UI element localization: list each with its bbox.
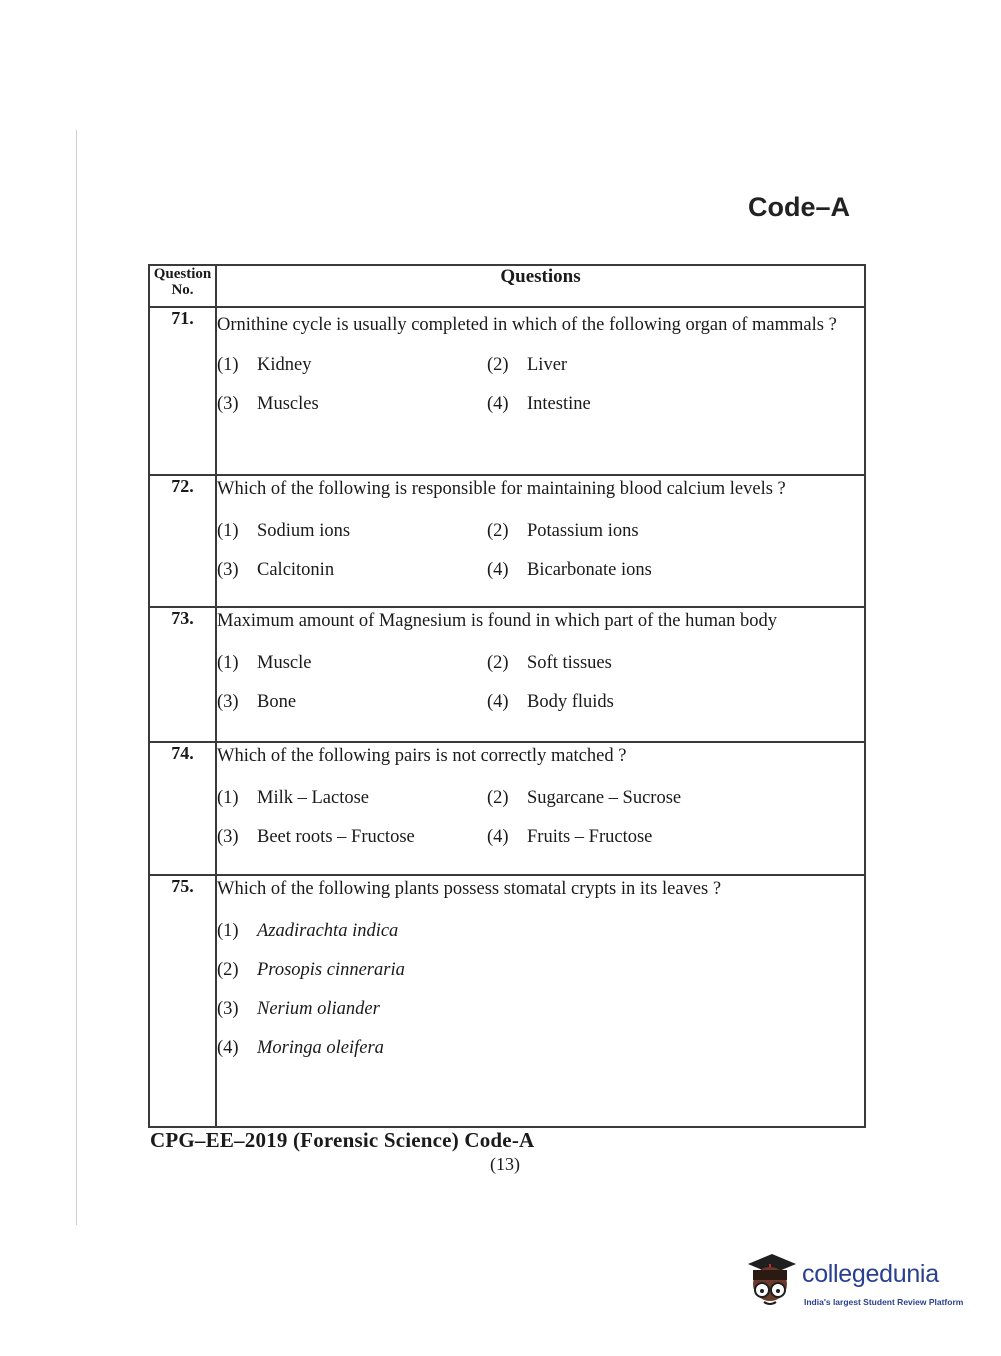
question-text: Ornithine cycle is usually completed in which of the following organ of mammals ?: [217, 315, 837, 335]
header-question-no: Question No.: [149, 265, 216, 307]
option: (2) Liver: [487, 355, 568, 375]
question-number: 71.: [149, 307, 216, 475]
questions-table: [148, 264, 866, 1128]
question-row-73: [149, 607, 865, 742]
logo-tagline: India's largest Student Review Platform: [804, 1297, 964, 1307]
option: (1) Kidney: [217, 355, 312, 375]
option: (3) Bone: [217, 692, 297, 712]
question-number: 74.: [149, 742, 216, 875]
scan-margin-line: [76, 130, 77, 1225]
header-questions: Questions: [216, 265, 865, 307]
option: (1) Sodium ions: [217, 521, 351, 541]
option: (3) Muscles: [217, 394, 319, 414]
option: (2) Prosopis cinneraria: [217, 960, 405, 980]
question-text: Which of the following pairs is not correctly matched ?: [217, 746, 627, 766]
option: (4) Intestine: [487, 394, 591, 414]
option: (2) Sugarcane – Sucrose: [487, 788, 682, 808]
exam-footer: CPG–EE–2019 (Forensic Science) Code-A: [150, 1128, 535, 1152]
mascot-icon: [742, 1250, 800, 1312]
logo-wordmark: collegedunia: [802, 1260, 939, 1288]
option: (1) Azadirachta indica: [217, 921, 399, 941]
question-row-71: [149, 307, 865, 475]
table-header-row: [149, 265, 865, 307]
option: (4) Bicarbonate ions: [487, 560, 652, 580]
question-number: 72.: [149, 475, 216, 607]
question-row-75: [149, 875, 865, 1127]
question-row-74: [149, 742, 865, 875]
question-text: Which of the following is responsible for maintaining blood calcium levels ?: [217, 479, 786, 499]
option: (1) Milk – Lactose: [217, 788, 370, 808]
option: (4) Body fluids: [487, 692, 614, 712]
question-text: Maximum amount of Magnesium is found in which part of the human body: [217, 611, 778, 631]
option: (3) Nerium oliander: [217, 999, 380, 1019]
option: (3) Calcitonin: [217, 560, 335, 580]
option: (3) Beet roots – Fructose: [217, 827, 415, 847]
question-number: 73.: [149, 607, 216, 742]
option: (1) Muscle: [217, 653, 312, 673]
option: (2) Soft tissues: [487, 653, 612, 673]
option: (4) Fruits – Fructose: [487, 827, 653, 847]
question-number: 75.: [149, 875, 216, 1127]
collegedunia-logo: [742, 1250, 972, 1315]
question-text: Which of the following plants possess stomatal crypts in its leaves ?: [217, 879, 722, 899]
option: (2) Potassium ions: [487, 521, 639, 541]
option: (4) Moringa oleifera: [217, 1038, 384, 1058]
question-row-72: [149, 475, 865, 607]
paper-code: Code–A: [748, 192, 851, 222]
page-number: (13): [490, 1154, 520, 1174]
